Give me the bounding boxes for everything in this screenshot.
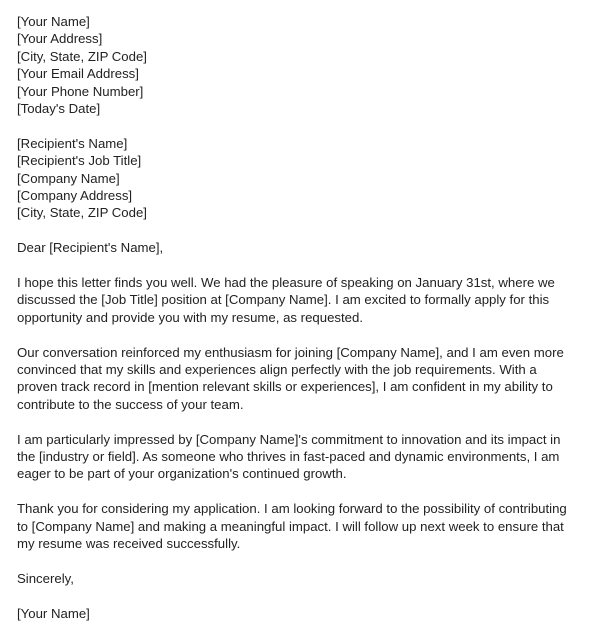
body-paragraph-4-line: Thank you for considering my application. I am looking forward to the possibility of contributing xyxy=(17,501,567,517)
salutation xyxy=(17,239,582,256)
letter-date: [Today's Date] xyxy=(17,101,101,117)
recipient-city-state-zip: [City, State, ZIP Code] xyxy=(17,205,147,221)
sender-name: [Your Name] xyxy=(17,14,90,29)
signature-name: [Your Name] xyxy=(17,605,90,621)
sender-block xyxy=(17,13,582,117)
body-paragraph-4-line: my resume was received successfully. xyxy=(17,536,241,552)
body-paragraph-1 xyxy=(17,274,572,326)
body-paragraph-2-line: Our conversation reinforced my enthusiasm for joining [Company Name], and I am even more xyxy=(17,344,564,360)
recipient-company-address: [Company Address] xyxy=(17,188,133,204)
sender-address: [Your Address] xyxy=(17,31,103,47)
body-paragraph-1-line: I hope this letter finds you well. We had the pleasure of speaking on January 31st, where we xyxy=(17,275,555,291)
closing-text: Sincerely, xyxy=(17,570,74,586)
recipient-block xyxy=(17,135,582,222)
recipient-job-title: [Recipient's Job Title] xyxy=(17,153,142,169)
body-paragraph-4-line: to [Company Name] and making a meaningful impact. I will follow up next week to ensure that xyxy=(17,518,564,534)
salutation-text: Dear [Recipient's Name], xyxy=(17,240,164,256)
body-paragraph-4 xyxy=(17,500,572,552)
body-paragraph-2-line: convinced that my skills and experiences align perfectly with the job requirements. With a xyxy=(17,362,537,378)
recipient-name: [Recipient's Name] xyxy=(17,135,128,151)
body-paragraph-1-line: opportunity and provide you with my resume, as requested. xyxy=(17,309,363,325)
signature xyxy=(17,605,582,622)
recipient-company: [Company Name] xyxy=(17,170,120,186)
body-paragraph-3-line: I am particularly impressed by [Company Name]'s commitment to innovation and its impact in xyxy=(17,431,561,447)
sender-city-state-zip: [City, State, ZIP Code] xyxy=(17,48,147,64)
body-paragraph-3 xyxy=(17,431,572,483)
body-paragraph-2-line: proven track record in [mention relevant skills or experiences], I am confident in my ability to xyxy=(17,379,553,395)
sender-email: [Your Email Address] xyxy=(17,66,139,82)
sender-phone: [Your Phone Number] xyxy=(17,83,144,99)
body-paragraph-2 xyxy=(17,344,572,414)
closing xyxy=(17,570,582,587)
body-paragraph-3-line: the [industry or field]. As someone who thrives in fast-paced and dynamic environments, I am xyxy=(17,449,560,465)
body-paragraph-2-line: contribute to the success of your team. xyxy=(17,396,244,412)
body-paragraph-1-line: discussed the [Job Title] position at [Company Name]. I am excited to formally apply for this xyxy=(17,292,550,308)
body-paragraph-3-line: eager to be part of your organization's continued growth. xyxy=(17,466,347,482)
